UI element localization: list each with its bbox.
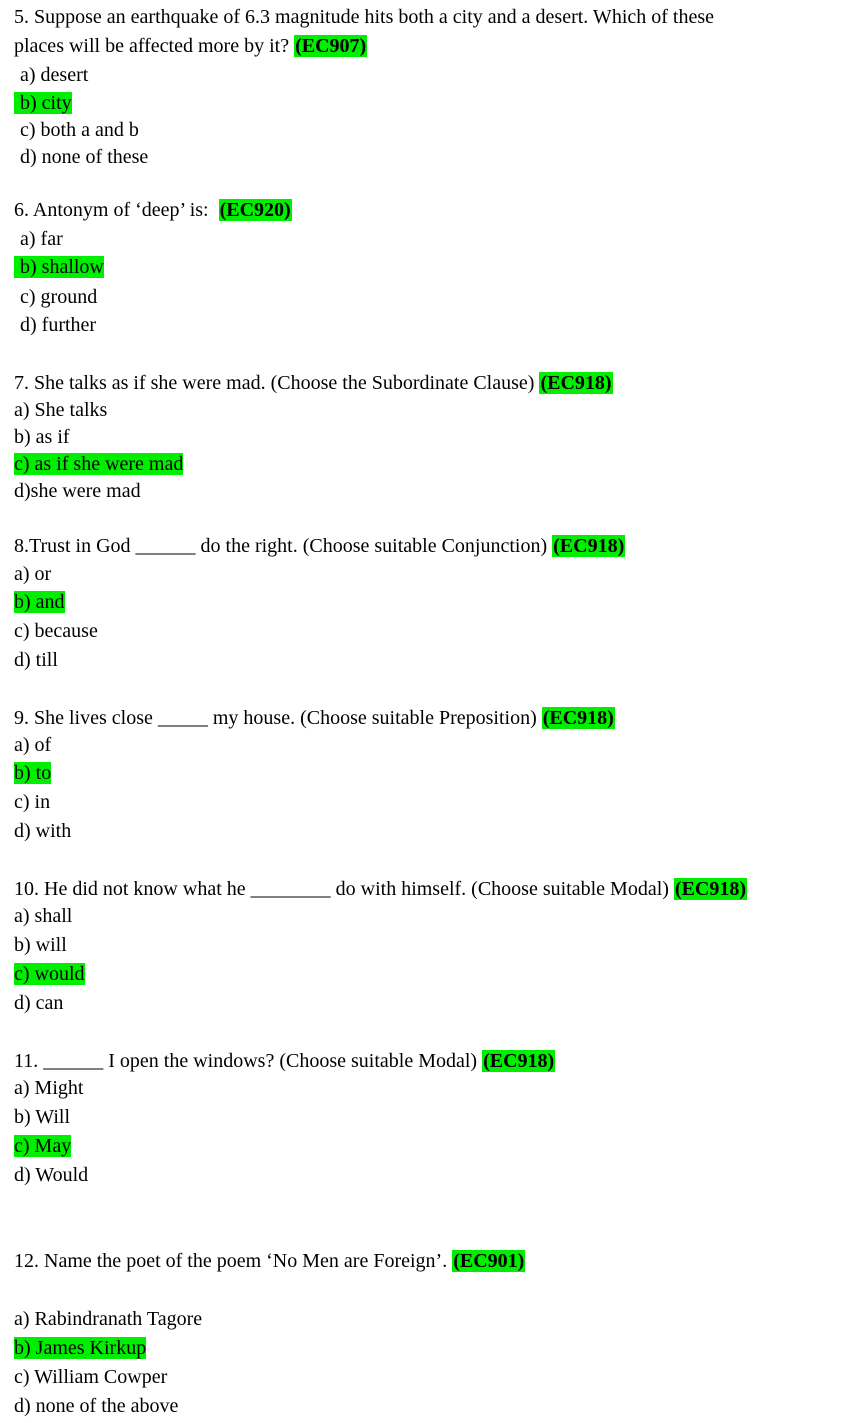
question-7-option-b: b) as if [14,426,70,448]
question-8-option-b-answer [14,589,65,615]
question-8-option-c: c) because [14,620,98,642]
question-12-text: 12. Name the poet of the poem ‘No Men are Foreign’. [14,1250,448,1272]
answer-highlight: b) and [14,591,65,613]
question-8-text-line [14,533,625,559]
answer-highlight: c) as if she were mad [14,453,184,475]
question-9-option-b-answer [14,760,51,786]
answer-highlight: b) to [14,762,52,784]
question-10-text: 10. He did not know what he ________ do with himself. (Choose suitable Modal) [14,878,669,900]
question-5-option-a: a) desert [20,64,89,86]
question-12-option-c: c) William Cowper [14,1366,168,1388]
question-7-option-d: d)she were mad [14,480,141,502]
question-7-text: 7. She talks as if she were mad. (Choose the Subordinate Clause) [14,372,535,394]
question-6-text-line [14,197,292,223]
question-5-text: places will be affected more by it? [14,35,290,57]
answer-highlight: c) would [14,963,85,985]
question-8-code: (EC918) [553,535,625,557]
question-11-text: 11. ______ I open the windows? (Choose suitable Modal) [14,1050,478,1072]
question-6-code: (EC920) [219,199,291,221]
answer-highlight: b) city [14,92,72,114]
question-5-text-line-2 [14,33,367,59]
question-11-option-d: d) Would [14,1164,89,1186]
question-10-text-line [14,876,747,902]
question-12-option-d: d) none of the above [14,1395,179,1417]
question-11-option-a: a) Might [14,1077,84,1099]
question-6-text: 6. Antonym of ‘deep’ is: [14,199,209,221]
question-8-option-d: d) till [14,649,58,671]
question-5-code: (EC907) [295,35,367,57]
answer-highlight: b) James Kirkup [14,1337,147,1359]
question-9-code: (EC918) [542,707,614,729]
question-6-option-d: d) further [20,314,97,336]
question-12-option-b-answer [14,1335,146,1361]
question-10-option-d: d) can [14,992,64,1014]
question-12-text-line [14,1248,525,1274]
question-9-text: 9. She lives close _____ my house. (Choose suitable Preposition) [14,707,537,729]
question-8-option-a: a) or [14,563,52,585]
question-11-option-c-answer [14,1133,71,1159]
question-10-option-c-answer [14,961,85,987]
question-11-code: (EC918) [483,1050,555,1072]
question-11-option-b: b) Will [14,1106,71,1128]
question-5-option-d: d) none of these [20,146,149,168]
question-10-option-a: a) shall [14,905,73,927]
question-8-text: 8.Trust in God ______ do the right. (Choose suitable Conjunction) [14,535,548,557]
question-7-option-c-answer [14,451,183,477]
question-6-option-a: a) far [20,228,63,250]
question-5-option-b-answer [14,90,72,116]
question-10-option-b: b) will [14,934,67,956]
question-9-text-line [14,705,615,731]
question-12-code: (EC901) [453,1250,525,1272]
question-7-text-line [14,370,613,396]
question-9-option-a: a) of [14,734,52,756]
question-12-option-a: a) Rabindranath Tagore [14,1308,203,1330]
question-7-code: (EC918) [540,372,612,394]
question-5-option-c: c) both a and b [20,119,139,141]
question-7-option-a: a) She talks [14,399,108,421]
question-6-option-c: c) ground [20,286,98,308]
question-9-option-c: c) in [14,791,51,813]
answer-highlight: c) May [14,1135,72,1157]
question-9-option-d: d) with [14,820,72,842]
question-6-option-b-answer [14,254,104,280]
answer-highlight: b) shallow [14,256,104,278]
question-10-code: (EC918) [674,878,747,900]
question-11-text-line [14,1048,555,1074]
question-5-text-line-1: 5. Suppose an earthquake of 6.3 magnitude hits both a city and a desert. Which of these [14,6,714,28]
